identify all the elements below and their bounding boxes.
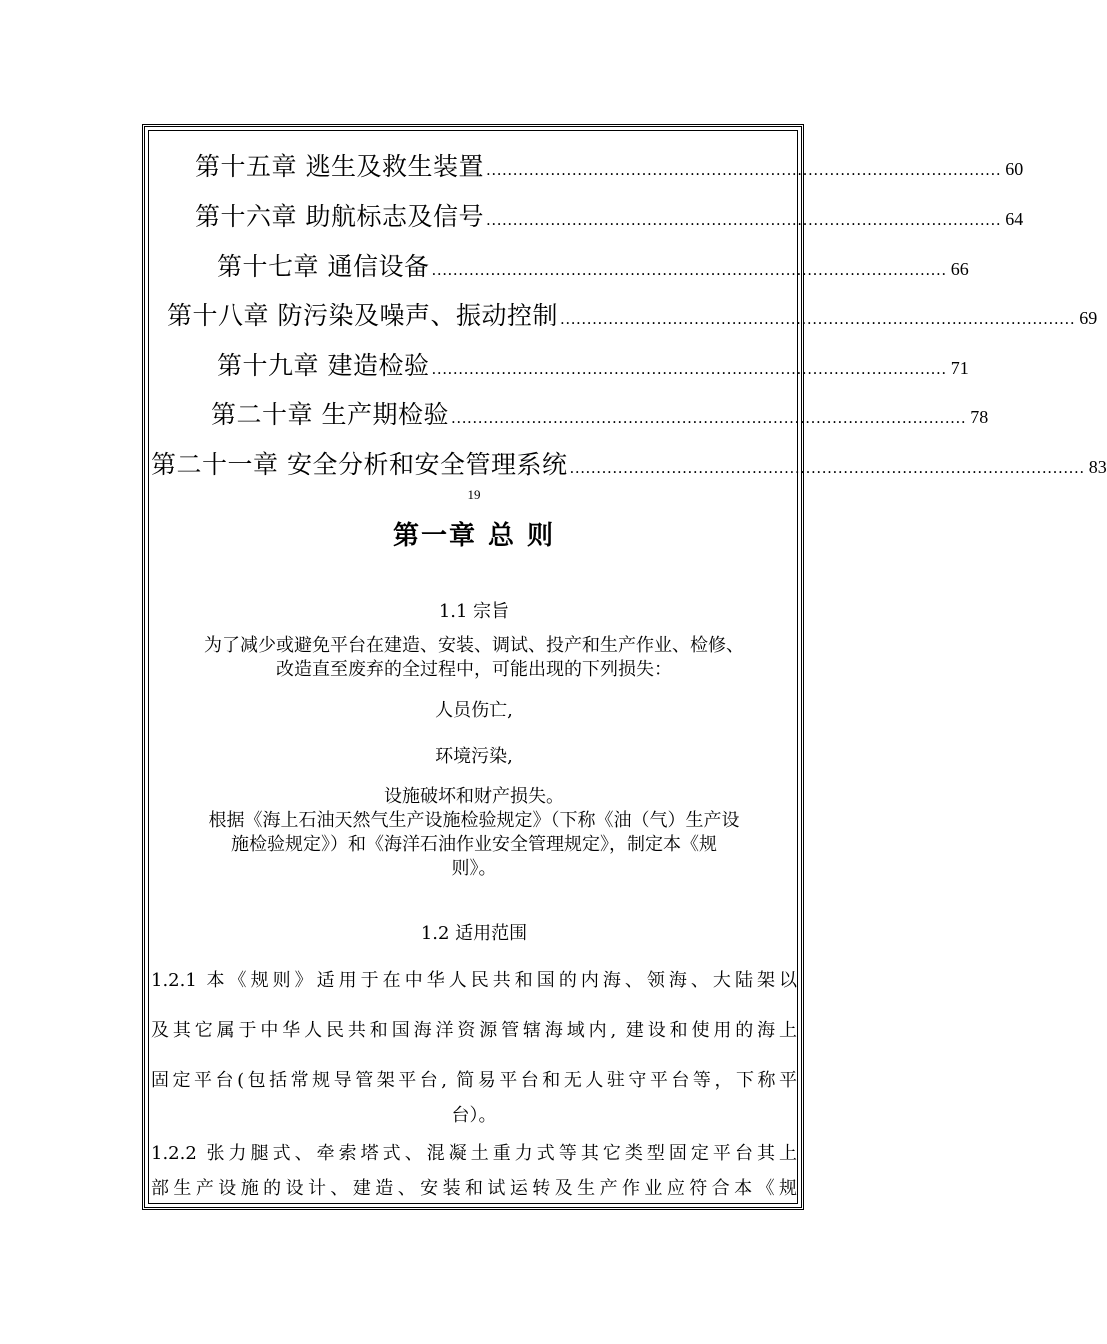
toc-entry-20[interactable]	[211, 395, 989, 431]
toc-page-number: 78	[970, 407, 989, 427]
toc-entry-title: 第二十章 生产期检验	[211, 400, 449, 429]
toc-page-number: 66	[950, 259, 969, 279]
toc-leader-dots: ................................................................................................	[431, 360, 947, 378]
clause-1-2-1-line: 固定平台(包括常规导管架平台, 简易平台和无人驻守平台等，下称平	[151, 1070, 797, 1091]
toc-entry-title: 第二十一章 安全分析和安全管理系统	[151, 450, 568, 479]
toc-entry-title: 第十八章 防污染及噪声、振动控制	[167, 301, 558, 330]
toc-leader-dots: ................................................................................................	[431, 261, 947, 279]
toc-entry-title: 第十七章 通信设备	[217, 252, 430, 281]
toc-entry-16[interactable]	[195, 197, 1024, 233]
toc-entry-18[interactable]	[167, 296, 1098, 332]
chapter-title: 第一章 总 则	[392, 521, 556, 551]
toc-entry-title: 第十五章 逃生及救生装置	[195, 152, 484, 181]
toc-leader-dots: ................................................................................................	[559, 310, 1076, 328]
toc-entry-15[interactable]	[195, 147, 1024, 183]
section-heading-1-1: 1.1 宗旨	[438, 601, 510, 622]
list-item-casualties: 人员伤亡,	[435, 700, 513, 721]
document-page	[148, 130, 1107, 1204]
toc-page-number: 64	[1005, 209, 1024, 229]
toc-entry-21[interactable]	[151, 445, 1107, 481]
toc-page-number: 83	[1088, 457, 1107, 477]
clause-1-2-1-line: 及其它属于中华人民共和国海洋资源管辖海域内, 建设和使用的海上	[151, 1020, 797, 1041]
list-item-damage: 设施破坏和财产损失。	[384, 786, 564, 807]
section-heading-1-2: 1.2 适用范围	[420, 923, 528, 944]
toc-entry-title: 第十九章 建造检验	[217, 351, 430, 380]
toc-entry-19[interactable]	[217, 346, 969, 382]
clause-1-2-1-line: 台）。	[451, 1105, 497, 1126]
text-line: 改造直至废弃的全过程中，可能出现的下列损失：	[276, 659, 672, 680]
toc-page-number: 69	[1079, 308, 1098, 328]
text-line: 施检验规定》）和《海洋石油作业安全管理规定》，制定本《规	[231, 834, 717, 855]
toc-page-number: 60	[1005, 159, 1024, 179]
paragraph-purpose	[153, 634, 795, 682]
clause-1-2-1-line: 1.2.1 本《规则》适用于在中华人民共和国的内海、领海、大陆架以	[151, 970, 797, 991]
toc-leader-dots: ................................................................................................	[485, 161, 1002, 179]
toc-entry-title: 第十六章 助航标志及信号	[195, 202, 484, 231]
toc-leader-dots: ................................................................................................	[569, 459, 1085, 477]
paragraph-basis	[153, 809, 795, 881]
clause-1-2-2-line: 部生产设施的设计、建造、安装和试运转及生产作业应符合本《规	[151, 1178, 797, 1199]
clause-1-2-2-line: 1.2.2 张力腿式、牵索塔式、混凝土重力式等其它类型固定平台其上	[151, 1143, 797, 1164]
text-line: 根据《海上石油天然气生产设施检验规定》（下称《油（气）生产设	[208, 810, 740, 831]
text-line: 为了减少或避免平台在建造、安装、调试、投产和生产作业、检修、	[204, 635, 744, 656]
toc-leader-dots: ................................................................................................	[450, 409, 967, 427]
text-line: 则》。	[451, 858, 497, 879]
list-item-pollution: 环境污染,	[435, 746, 513, 767]
toc-page-number: 71	[950, 358, 969, 378]
toc-entry-17[interactable]	[217, 247, 969, 283]
page-number: 19	[467, 487, 481, 502]
toc-leader-dots: ................................................................................................	[485, 211, 1002, 229]
